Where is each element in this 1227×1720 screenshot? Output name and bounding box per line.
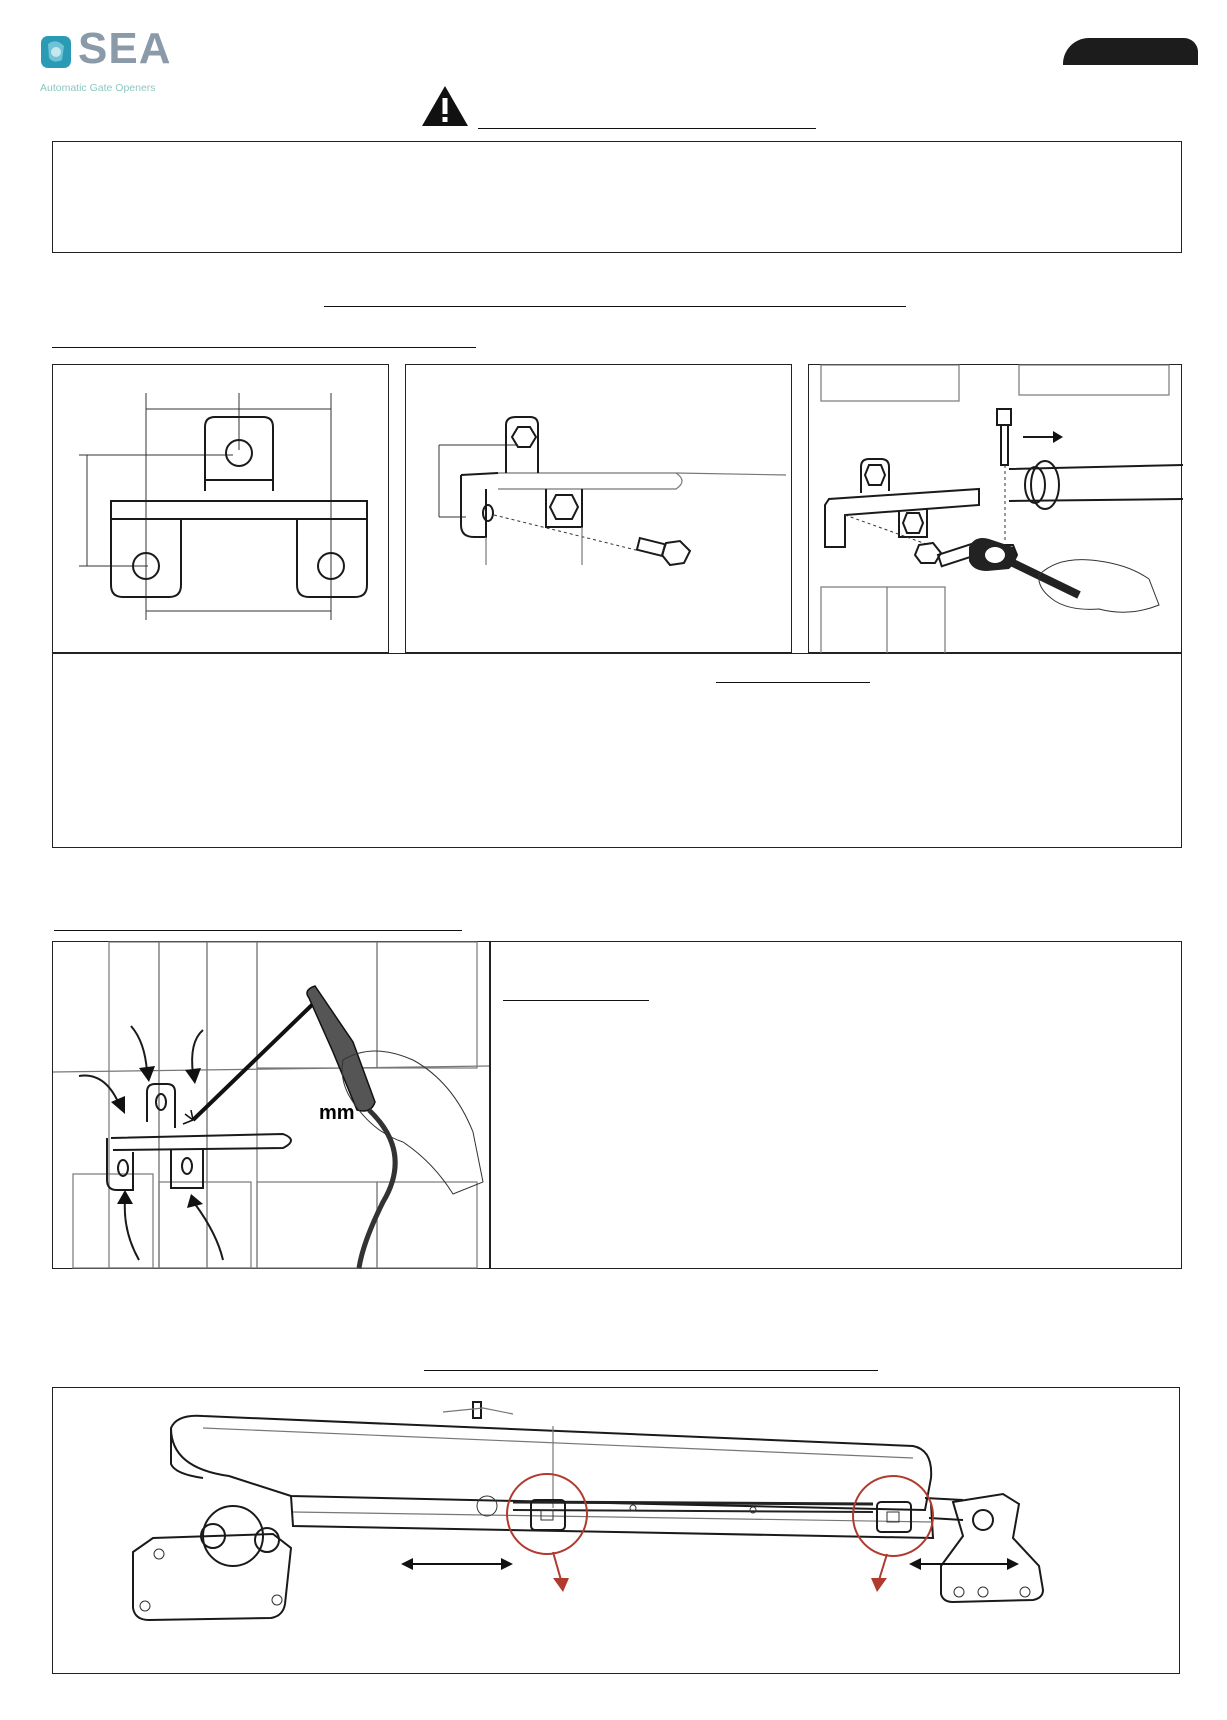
bracket-mounting-drawing — [406, 365, 793, 654]
operator-overview-drawing — [53, 1388, 1181, 1675]
installation-notes-box — [52, 653, 1182, 848]
warning-icon — [420, 84, 470, 128]
warning-title-rule — [478, 128, 816, 129]
section3-title-rule — [424, 1370, 878, 1371]
panel-operator-overview — [52, 1387, 1180, 1674]
section-title-rule — [324, 306, 906, 307]
welding-mm-label: mm — [319, 1102, 355, 1124]
panel-welding — [52, 941, 490, 1269]
logo-mark-icon — [40, 34, 72, 70]
panel-bracket-dimensions — [52, 364, 389, 653]
panel-bracket-mounting — [405, 364, 792, 653]
panel-operator-attachment — [808, 364, 1182, 653]
brand-name: SEA — [78, 24, 172, 73]
welding-instructions-underline — [503, 1000, 649, 1001]
panel-welding-instructions — [490, 941, 1182, 1269]
language-tab — [1063, 38, 1198, 65]
installation-notes-underline — [716, 682, 870, 683]
warning-box — [52, 141, 1182, 253]
subsection2-title-rule — [54, 930, 462, 931]
bracket-dimensions-drawing — [53, 365, 390, 654]
welding-drawing — [53, 942, 489, 1268]
brand-logo — [40, 24, 220, 100]
operator-attachment-drawing — [809, 365, 1183, 654]
subsection1-title-rule — [52, 347, 476, 348]
brand-tagline: Automatic Gate Openers — [40, 82, 156, 94]
